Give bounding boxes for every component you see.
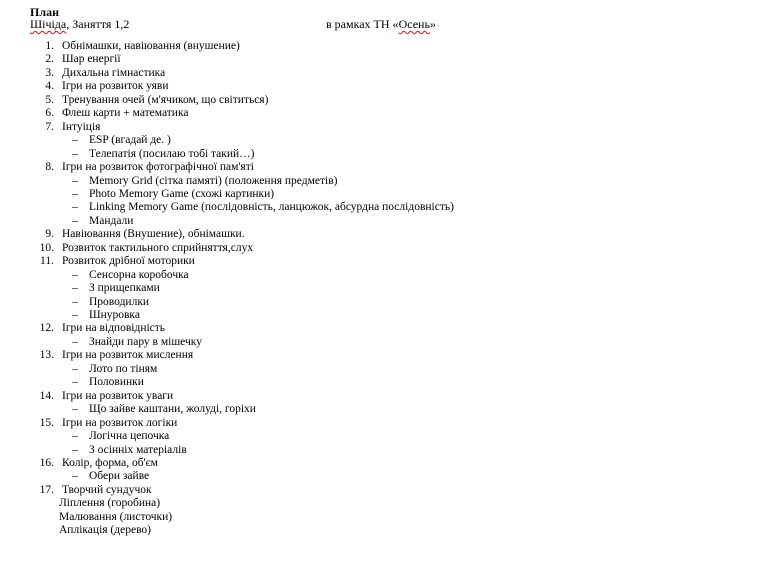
bullet-dash: – — [72, 430, 78, 443]
item-number: 6. — [45, 107, 54, 120]
sub-item-text: Половинки — [89, 376, 144, 389]
context-topic: Осень — [398, 17, 430, 31]
item-number: 4. — [45, 80, 54, 93]
item-text: Ігри на розвиток фотографічної пам'яті — [62, 161, 254, 174]
sub-item-text: Linking Memory Game (послідовність, ланцюжок, абсурдна послідовність) — [89, 201, 454, 214]
subtitle-name: Шічіда — [30, 17, 67, 31]
item-number: 8. — [45, 161, 54, 174]
sub-item-text: Знайди пару в мішечку — [89, 335, 202, 348]
item-text: Ігри на розвиток логіки — [62, 416, 178, 429]
bullet-dash: – — [72, 403, 78, 416]
item-text: Навіювання (Внушение), обнімашки. — [62, 228, 245, 241]
item-number: 11. — [40, 255, 54, 268]
subtitle-session: , Заняття 1,2 — [66, 17, 130, 31]
item-number: 16. — [39, 456, 54, 469]
bullet-dash: – — [72, 470, 78, 483]
sub-item-text: Лото по тіням — [89, 362, 158, 375]
bullet-dash: – — [72, 268, 78, 281]
sub-item-text: Що зайве каштани, жолуді, горіхи — [89, 403, 256, 416]
item-number: 7. — [45, 120, 54, 133]
context-suffix: » — [429, 17, 436, 31]
sub-item-text: Photo Memory Game (схожі картинки) — [89, 187, 275, 200]
item-text: Ігри на розвиток мислення — [62, 349, 194, 362]
sub-item-text: З осінніх матеріалів — [89, 443, 187, 456]
item-number: 17. — [39, 483, 54, 496]
item-text: Розвиток тактильного сприйняття,слух — [62, 241, 254, 254]
tail-line: Малювання (листочки) — [59, 510, 173, 523]
item-text: Дихальна гімнастика — [62, 66, 166, 79]
item-number: 2. — [45, 53, 54, 66]
item-text: Флеш карти + математика — [62, 107, 189, 120]
item-text: Інтуіція — [62, 120, 101, 133]
item-number: 1. — [45, 40, 54, 52]
bullet-dash: – — [72, 362, 78, 375]
sub-item-text: Шнуровка — [89, 309, 140, 321]
item-number: 15. — [39, 416, 54, 429]
item-text: Ігри на розвиток уяви — [62, 80, 169, 93]
context-prefix: в рамках ТН « — [326, 17, 399, 31]
item-text: Розвиток дрібної моторики — [62, 255, 195, 268]
tail-line: Аплікація (дерево) — [59, 524, 151, 537]
bullet-dash: – — [72, 214, 78, 227]
bullet-dash: – — [72, 282, 78, 295]
sub-item-text: ESP (вгадай де. ) — [89, 134, 171, 147]
bullet-dash: – — [72, 335, 78, 348]
item-number: 9. — [45, 228, 54, 241]
bullet-dash: – — [72, 309, 78, 321]
bullet-dash: – — [72, 201, 78, 214]
bullet-dash: – — [72, 134, 78, 147]
item-text: Ігри на відповідність — [62, 322, 166, 335]
bullet-dash: – — [72, 295, 78, 308]
page-subtitle — [30, 17, 129, 32]
sub-item-text: Memory Grid (сітка памяті) (положення предметів) — [89, 174, 338, 187]
sub-item-text: Мандали — [89, 214, 134, 227]
sub-item-text: З прищепками — [89, 282, 160, 295]
sub-item-text: Проводилки — [89, 295, 150, 308]
sub-item-text: Логічна цепочка — [89, 430, 170, 443]
bullet-dash: – — [72, 174, 78, 187]
item-text: Обнімашки, навіювання (внушение) — [62, 40, 240, 52]
bullet-dash: – — [72, 147, 78, 160]
item-text: Шар енергії — [62, 53, 121, 66]
item-text: Ігри на розвиток уваги — [62, 389, 174, 402]
bullet-dash: – — [72, 376, 78, 389]
item-text: Колір, форма, об'єм — [62, 456, 158, 469]
item-text: Тренування очей (м'ячиком, що світиться) — [62, 93, 269, 106]
item-number: 13. — [39, 349, 54, 362]
sub-item-text: Обери зайве — [89, 470, 150, 483]
topic-context — [326, 17, 436, 32]
bullet-dash: – — [72, 443, 78, 456]
item-number: 10. — [39, 241, 54, 254]
sub-item-text: Сенсорна коробочка — [89, 268, 189, 281]
sub-item-text: Телепатія (посилаю тобі такий…) — [89, 147, 255, 160]
bullet-dash: – — [72, 187, 78, 200]
page-title: План — [30, 5, 59, 19]
item-number: 12. — [39, 322, 54, 335]
item-number: 5. — [45, 93, 54, 106]
item-text: Творчий сундучок — [62, 483, 152, 496]
tail-line: Ліплення (горобина) — [59, 497, 161, 510]
item-number: 3. — [45, 66, 54, 79]
item-number: 14. — [39, 389, 54, 402]
